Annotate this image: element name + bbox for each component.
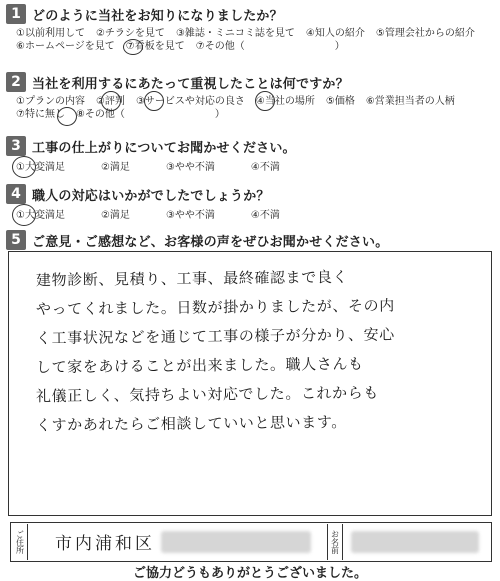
redacted-name: [351, 531, 479, 553]
question-number: 5: [6, 230, 26, 250]
question-number: 4: [6, 184, 26, 204]
option[interactable]: ⑤管理会社からの紹介: [375, 28, 475, 39]
options: [16, 209, 494, 222]
option[interactable]: ①以前利用して: [16, 28, 85, 39]
options: [16, 161, 494, 174]
question-3: [6, 136, 494, 174]
option[interactable]: ②満足: [100, 162, 130, 173]
question-number: 2: [6, 72, 26, 92]
option-other[interactable]: ⑧その他（ ）: [75, 109, 225, 120]
question-title: ご意見・ご感想など、お客様の声をぜひお聞かせください。: [32, 234, 389, 250]
options: [16, 27, 494, 53]
option[interactable]: ③やや不満: [165, 162, 215, 173]
comment-line: 建物診断、見積り、工事、最終確認まで良く: [35, 267, 349, 290]
option[interactable]: ①大変満足: [16, 162, 65, 173]
question-title: どのように当社をお知りになりましたか？: [32, 8, 283, 24]
customer-info-bar: [10, 522, 492, 562]
comment-line: 礼儀正しく、気持ちよい対応でした。これからも: [35, 383, 379, 406]
option[interactable]: ⑥ホームページを見て: [16, 41, 115, 52]
option[interactable]: ①プランの内容: [16, 96, 85, 107]
question-title: 職人の対応はいかがでしたでしょうか？: [32, 188, 270, 204]
thank-you-footer: ご協力どうもありがとうございました。: [132, 566, 367, 581]
question-5: [6, 230, 494, 250]
option[interactable]: ⑤価格: [325, 96, 355, 107]
address-value: 市内浦和区: [55, 534, 155, 554]
comment-line: やってくれました。日数が掛かりましたが、その内: [35, 296, 395, 319]
option[interactable]: ⑦特に無し: [16, 109, 65, 120]
comment-line: く工事状況などを通じて工事の様子が分かり、安心: [35, 325, 395, 348]
option[interactable]: ④不満: [250, 210, 280, 221]
question-title: 工事の仕上がりについてお聞かせください。: [32, 140, 296, 156]
name-label: お名前: [327, 524, 343, 560]
question-4: [6, 184, 494, 222]
question-title: 当社を利用するにあたって重視したことは何ですか？: [32, 76, 349, 92]
option[interactable]: ③雑誌・ミニコミ誌を見て: [175, 28, 295, 39]
question-1: [6, 4, 494, 53]
question-2: [6, 72, 494, 121]
handwritten-comment: [36, 264, 466, 438]
option[interactable]: ④知人の紹介: [305, 28, 365, 39]
option[interactable]: ④当社の場所: [255, 96, 315, 107]
comment-line: して家をあけることが出来ました。職人さんも: [35, 354, 364, 377]
option[interactable]: ⑥営業担当者の人柄: [365, 96, 455, 107]
option[interactable]: ③サービスや対応の良さ: [135, 96, 245, 107]
question-number: 1: [6, 4, 26, 24]
option[interactable]: ①大変満足: [16, 210, 65, 221]
comment-line: くすかあれたらご相談していいと思います。: [35, 412, 347, 435]
option[interactable]: ②満足: [100, 210, 130, 221]
address-label: ご住所: [13, 524, 28, 560]
options: [16, 95, 494, 121]
redacted-address: [161, 531, 311, 553]
option[interactable]: ②チラシを見て: [95, 28, 165, 39]
option[interactable]: ⑦看板を見て: [125, 41, 185, 52]
question-number: 3: [6, 136, 26, 156]
option-other[interactable]: ⑦その他（ ）: [195, 41, 345, 52]
option[interactable]: ②評判: [95, 96, 125, 107]
option[interactable]: ④不満: [250, 162, 280, 173]
option[interactable]: ③やや不満: [165, 210, 215, 221]
